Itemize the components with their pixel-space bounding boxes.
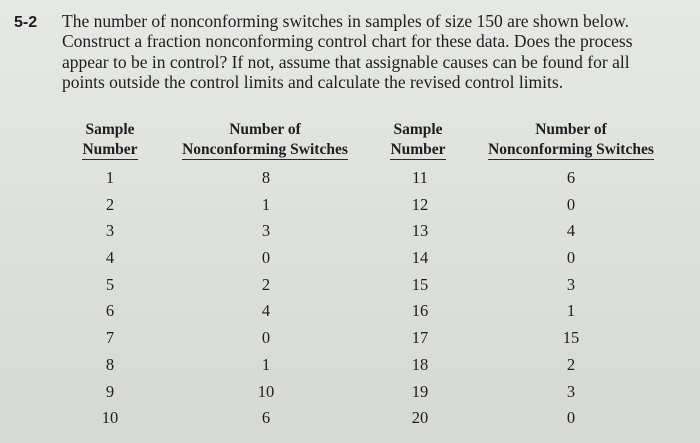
sample-cell: 19 [411,381,429,401]
sample-cell: 18 [411,354,429,374]
count-cell: 3 [566,381,576,401]
sample-cell: 11 [412,168,428,187]
sample-cell: 14 [411,248,429,268]
header-line: Number [390,141,446,158]
sample-cell: 1 [105,168,115,187]
problem-line: appear to be in control? If not, assume that assignable causes can be found for all [62,51,630,72]
sample-cell: 13 [411,221,429,241]
sample-cell: 15 [411,274,429,294]
sample-cell: 7 [105,328,115,348]
header-line: Number of [535,121,607,138]
count-cell: 2 [261,274,271,294]
header-line: Sample [85,121,135,138]
count-cell: 1 [566,301,576,321]
header-line: Number of [229,121,301,138]
count-cell: 15 [562,328,580,348]
count-cell: 4 [566,221,576,241]
sample-cell: 20 [411,408,429,428]
count-cell: 0 [566,194,576,214]
problem-line: Construct a fraction nonconforming control chart for these data. Does the process [62,31,633,52]
count-cell: 6 [566,168,576,187]
count-cell: 0 [261,328,271,348]
count-cell: 0 [566,248,576,268]
problem-statement [62,11,690,92]
header-line: Number [82,141,138,158]
sample-cell: 4 [105,248,115,268]
sample-cell: 2 [105,194,115,214]
sample-cell: 3 [105,221,115,241]
count-cell: 4 [261,301,271,321]
count-cell: 3 [566,274,576,294]
count-cell: 1 [261,194,271,214]
count-cell: 8 [261,168,271,187]
problem-line: The number of nonconforming switches in samples of size 150 are shown below. [62,11,629,31]
count-column-right [553,168,589,435]
sample-number-header-left [74,120,146,160]
sample-cell: 10 [101,408,119,428]
sample-cell: 17 [411,328,429,348]
count-cell: 6 [261,408,271,428]
sample-column-left [92,168,128,435]
count-cell: 1 [261,354,271,374]
sample-cell: 9 [105,381,115,401]
sample-column-right [402,168,438,435]
sample-cell: 5 [105,274,115,294]
problem-line: points outside the control limits and calculate the revised control limits. [62,71,564,92]
header-line: Nonconforming Switches [182,141,348,158]
sample-cell: 8 [105,354,115,374]
nonconforming-header-left [172,120,358,160]
count-cell: 3 [261,221,271,241]
header-line: Sample [393,121,443,138]
nonconforming-header-right [478,120,664,160]
problem-number: 5-2 [14,14,38,31]
count-cell: 10 [257,381,275,401]
count-cell: 2 [566,354,576,374]
sample-cell: 12 [411,194,429,214]
sample-cell: 16 [411,301,429,321]
header-line: Nonconforming Switches [488,141,654,158]
count-cell: 0 [566,408,576,428]
count-column-left [248,168,284,435]
sample-cell: 6 [105,301,115,321]
count-cell: 0 [261,248,271,268]
sample-number-header-right [384,120,452,160]
